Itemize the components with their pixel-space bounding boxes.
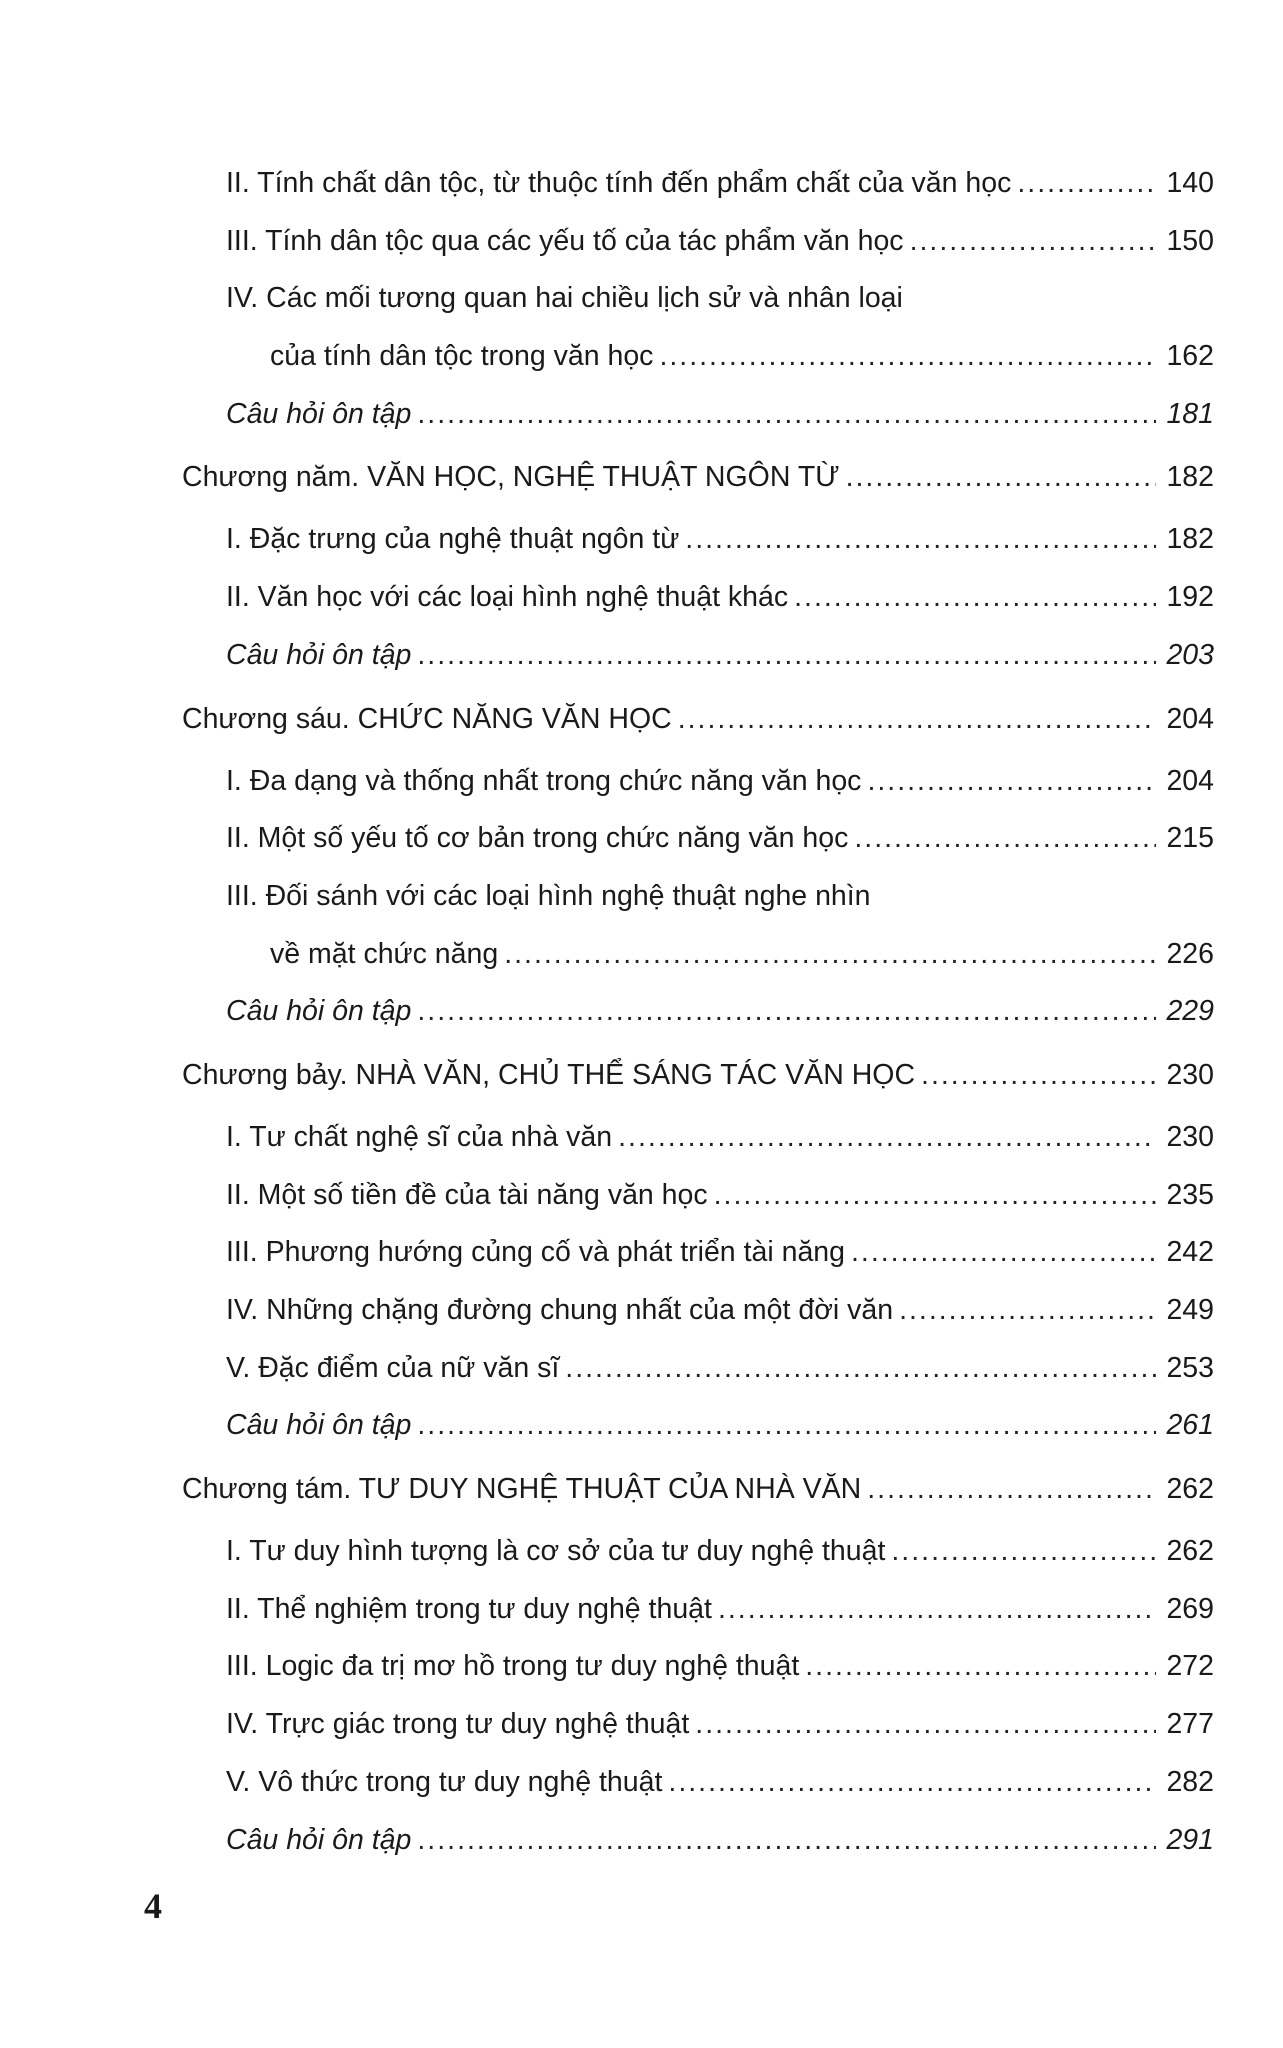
toc-leader-dots xyxy=(718,1581,1156,1639)
toc-entry-section xyxy=(182,1523,1214,1581)
toc-leader-dots xyxy=(846,443,1156,511)
toc-entry-title: III. Phương hướng củng cố và phát triển tài năng xyxy=(226,1236,845,1269)
toc-leader-dots xyxy=(695,1696,1156,1754)
toc-entry-page: 261 xyxy=(1166,1409,1214,1442)
toc-entry-section xyxy=(182,753,1214,811)
toc-entry-page: 282 xyxy=(1166,1765,1214,1798)
toc-entry-title: của tính dân tộc trong văn học xyxy=(270,340,654,373)
toc-entry-title: Câu hỏi ôn tập xyxy=(226,638,412,671)
toc-entry-page: 242 xyxy=(1166,1236,1214,1269)
toc-entry-title: về mặt chức năng xyxy=(270,937,499,970)
toc-entry-page: 253 xyxy=(1166,1351,1214,1384)
toc-leader-dots xyxy=(417,386,1156,444)
toc-entry-page: 230 xyxy=(1166,1058,1214,1091)
toc-leader-dots xyxy=(851,1224,1156,1282)
toc-entry-title: IV. Những chặng đường chung nhất của một đời văn xyxy=(226,1294,894,1326)
toc-entry-page: 204 xyxy=(1166,702,1214,735)
toc-entry-section xyxy=(182,1581,1214,1639)
toc-entry-title: V. Đặc điểm của nữ văn sĩ xyxy=(226,1351,560,1384)
toc-entry-page: 277 xyxy=(1166,1708,1214,1741)
toc-entry-chapter xyxy=(182,443,1214,511)
toc-entry-title: Câu hỏi ôn tập xyxy=(226,995,412,1028)
toc-leader-dots xyxy=(867,753,1156,811)
toc-entry-page: 203 xyxy=(1166,638,1214,671)
toc-entry-section xyxy=(182,1340,1214,1398)
toc-entry-title: IV. Các mối tương quan hai chiều lịch sử và nhân loại xyxy=(226,282,903,315)
toc-entry-page: 226 xyxy=(1166,937,1214,970)
toc-entry-title: Câu hỏi ôn tập xyxy=(226,397,412,430)
toc-entry-page: 291 xyxy=(1166,1823,1214,1856)
toc-entry-review-questions xyxy=(182,386,1214,444)
toc-leader-dots xyxy=(417,1812,1156,1870)
toc-leader-dots xyxy=(794,569,1156,627)
toc-leader-dots xyxy=(565,1340,1156,1398)
toc-entry-page: 235 xyxy=(1166,1178,1214,1211)
toc-leader-dots xyxy=(714,1167,1156,1225)
page-number: 4 xyxy=(144,1886,162,1926)
toc-entry-review-questions xyxy=(182,983,1214,1041)
toc-leader-dots xyxy=(854,810,1156,868)
toc-entry-section xyxy=(182,155,1214,213)
toc-entry-title: II. Một số yếu tố cơ bản trong chức năng văn học xyxy=(226,822,849,855)
toc-leader-dots xyxy=(891,1523,1156,1581)
toc-entry-title: Chương năm. VĂN HỌC, NGHỆ THUẬT NGÔN TỪ xyxy=(182,461,840,494)
toc-entry-title: V. Vô thức trong tư duy nghệ thuật xyxy=(226,1765,663,1798)
toc-entry-page: 192 xyxy=(1166,581,1214,614)
toc-entry-page: 182 xyxy=(1166,523,1214,556)
toc-entry-page: 262 xyxy=(1166,1473,1214,1506)
toc-leader-dots xyxy=(678,685,1156,753)
toc-entry-title: I. Đặc trưng của nghệ thuật ngôn từ xyxy=(226,523,680,556)
toc-entry-section xyxy=(182,1167,1214,1225)
toc-entry-page: 262 xyxy=(1166,1535,1214,1568)
toc-entry-title: I. Đa dạng và thống nhất trong chức năng văn học xyxy=(226,764,862,797)
toc-entry-section xyxy=(182,810,1214,868)
toc-entry-section xyxy=(182,270,1214,328)
toc-entry-title: II. Thể nghiệm trong tư duy nghệ thuật xyxy=(226,1592,712,1625)
toc-entry-page: 204 xyxy=(1166,764,1214,797)
toc-leader-dots xyxy=(899,1282,1156,1340)
toc-entry-title: II. Tính chất dân tộc, từ thuộc tính đến phẩm chất của văn học xyxy=(226,167,1012,199)
toc-entry-chapter xyxy=(182,1455,1214,1523)
toc-entry-review-questions xyxy=(182,1397,1214,1455)
toc-entry-title: Chương bảy. NHÀ VĂN, CHỦ THỂ SÁNG TÁC VĂN HỌC xyxy=(182,1058,916,1091)
toc-leader-dots xyxy=(867,1455,1156,1523)
toc-entry-title: Câu hỏi ôn tập xyxy=(226,1823,412,1856)
toc-entry-review-questions xyxy=(182,1812,1214,1870)
toc-leader-dots xyxy=(417,983,1156,1041)
toc-entry-section xyxy=(182,1754,1214,1812)
toc-entry-title: Câu hỏi ôn tập xyxy=(226,1409,412,1442)
toc-entry-page: 150 xyxy=(1166,224,1214,257)
toc-entry-section xyxy=(182,1224,1214,1282)
toc-entry-page: 229 xyxy=(1166,995,1214,1028)
toc-leader-dots xyxy=(921,1041,1156,1109)
toc-leader-dots xyxy=(910,213,1156,271)
toc-leader-dots xyxy=(668,1754,1156,1812)
toc-entry-title: Chương tám. TƯ DUY NGHỆ THUẬT CỦA NHÀ VĂN xyxy=(182,1473,862,1506)
toc-entry-chapter xyxy=(182,1041,1214,1109)
toc-entry-page: 230 xyxy=(1166,1120,1214,1153)
toc-entry-page: 269 xyxy=(1166,1592,1214,1625)
toc-entry-page: 272 xyxy=(1166,1650,1214,1683)
toc-entry-page: 249 xyxy=(1166,1294,1214,1326)
toc-entry-title: I. Tư chất nghệ sĩ của nhà văn xyxy=(226,1120,613,1153)
toc-entry-section xyxy=(182,868,1214,926)
toc-entry-section xyxy=(182,1696,1214,1754)
toc-entry-section xyxy=(182,569,1214,627)
toc-entry-title: III. Tính dân tộc qua các yếu tố của tác phẩm văn học xyxy=(226,224,904,257)
toc-entry-title: II. Văn học với các loại hình nghệ thuật khác xyxy=(226,581,789,614)
toc-entry-section xyxy=(182,1638,1214,1696)
toc-entry-title: I. Tư duy hình tượng là cơ sở của tư duy nghệ thuật xyxy=(226,1535,886,1568)
toc-entry-page: 140 xyxy=(1166,167,1214,199)
toc-entry-review-questions xyxy=(182,627,1214,685)
toc-entry-title: III. Đối sánh với các loại hình nghệ thuật nghe nhìn xyxy=(226,879,871,912)
toc-leader-dots xyxy=(659,328,1156,386)
toc-leader-dots xyxy=(805,1638,1156,1696)
toc-leader-dots xyxy=(618,1109,1156,1167)
toc-entry-chapter xyxy=(182,685,1214,753)
toc-leader-dots xyxy=(685,511,1156,569)
toc-entry-continuation xyxy=(182,328,1214,386)
toc-leader-dots xyxy=(504,926,1156,984)
toc-entry-page: 215 xyxy=(1166,822,1214,855)
toc-entry-section xyxy=(182,1282,1214,1340)
toc-entry-continuation xyxy=(182,926,1214,984)
toc-entry-section xyxy=(182,511,1214,569)
toc-entry-section xyxy=(182,213,1214,271)
toc-leader-dots xyxy=(1017,155,1156,213)
toc-entry-title: III. Logic đa trị mơ hồ trong tư duy nghệ thuật xyxy=(226,1650,800,1683)
toc-leader-dots xyxy=(417,627,1156,685)
toc-entry-title: II. Một số tiền đề của tài năng văn học xyxy=(226,1178,708,1211)
table-of-contents xyxy=(182,155,1214,1869)
toc-entry-title: IV. Trực giác trong tư duy nghệ thuật xyxy=(226,1708,690,1741)
toc-entry-section xyxy=(182,1109,1214,1167)
toc-entry-page: 182 xyxy=(1166,461,1214,494)
toc-leader-dots xyxy=(417,1397,1156,1455)
toc-entry-page: 162 xyxy=(1166,340,1214,373)
toc-entry-page: 181 xyxy=(1166,397,1214,430)
toc-entry-title: Chương sáu. CHỨC NĂNG VĂN HỌC xyxy=(182,702,672,735)
